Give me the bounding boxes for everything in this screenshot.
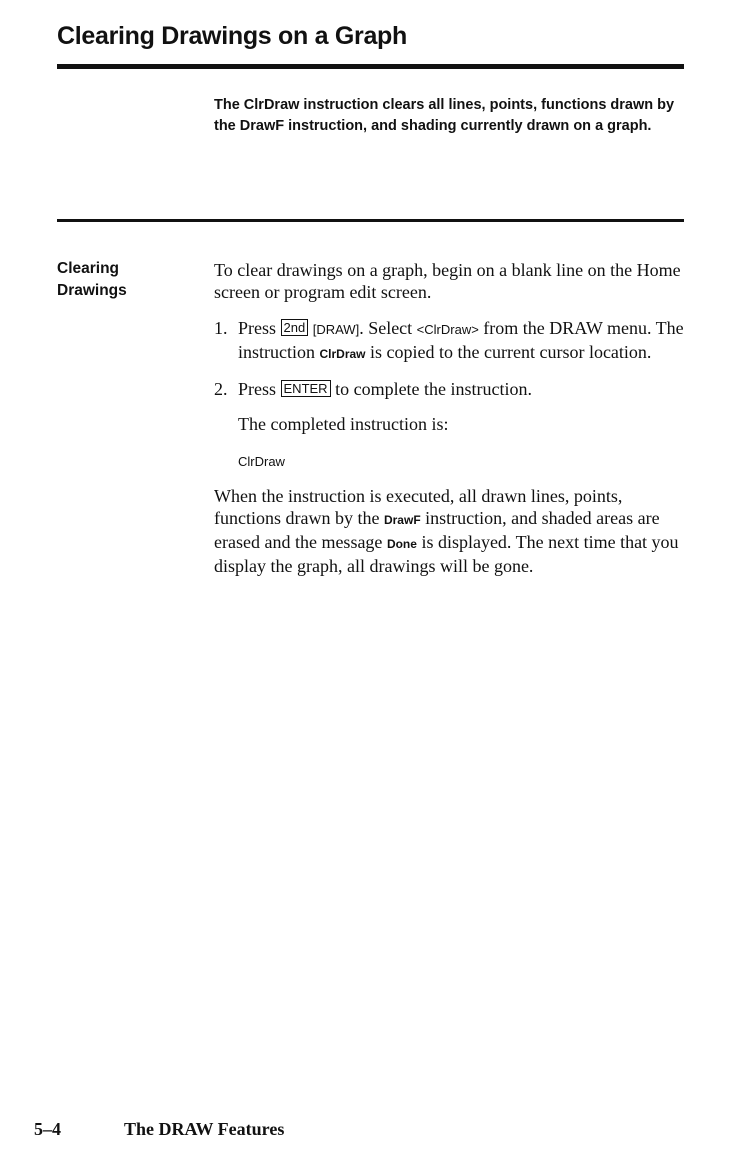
chapter-title: The DRAW Features	[124, 1119, 285, 1139]
instruction-name: ClrDraw	[319, 347, 366, 361]
menu-item-name: <ClrDraw>	[416, 322, 479, 337]
page-footer	[34, 1119, 284, 1140]
key-2nd-icon: 2nd	[281, 319, 309, 336]
step-text: Press	[238, 318, 281, 338]
title-rule	[57, 64, 684, 69]
message-name: Done	[386, 537, 417, 551]
step-text: . Select	[359, 318, 417, 338]
completed-label: The completed instruction is:	[238, 414, 449, 434]
instruction-name: DrawF	[383, 513, 421, 527]
result-text: instruction, and shaded areas are erased and the message	[214, 508, 660, 552]
section-rule	[57, 219, 684, 222]
step-text: to complete the instruction.	[330, 379, 533, 399]
steps-list	[214, 317, 686, 400]
step-text: from the DRAW menu. The instruction	[238, 318, 684, 362]
section-heading	[57, 258, 127, 302]
step-item	[214, 378, 686, 400]
key-enter-icon: ENTER	[281, 380, 331, 397]
intro-paragraph: To clear drawings on a graph, begin on a blank line on the Home screen or program edit screen.	[214, 260, 681, 302]
step-number: 1.	[214, 318, 228, 338]
result-paragraph	[214, 485, 686, 577]
step-text: is copied to the current cursor location.	[365, 342, 652, 362]
menu-name: [DRAW]	[312, 322, 360, 337]
section-summary: The ClrDraw instruction clears all lines, points, functions drawn by the DrawF instruction, and shading currently drawn on a graph.	[214, 97, 675, 134]
result-text: When the instruction is executed, all drawn lines, points, functions drawn by the	[214, 486, 623, 528]
page-number: 5–4	[34, 1119, 61, 1139]
page-title: Clearing Drawings on a Graph	[57, 22, 407, 50]
code-example: ClrDraw	[238, 454, 285, 469]
result-text: is displayed. The next time that you display the graph, all drawings will be gone.	[214, 532, 679, 576]
section-heading-line1: Clearing	[57, 260, 120, 277]
section-heading-line2: Drawings	[57, 282, 127, 299]
step-number: 2.	[214, 379, 228, 399]
step-item	[214, 317, 686, 365]
section-body	[214, 259, 686, 577]
step-text: Press	[238, 379, 281, 399]
